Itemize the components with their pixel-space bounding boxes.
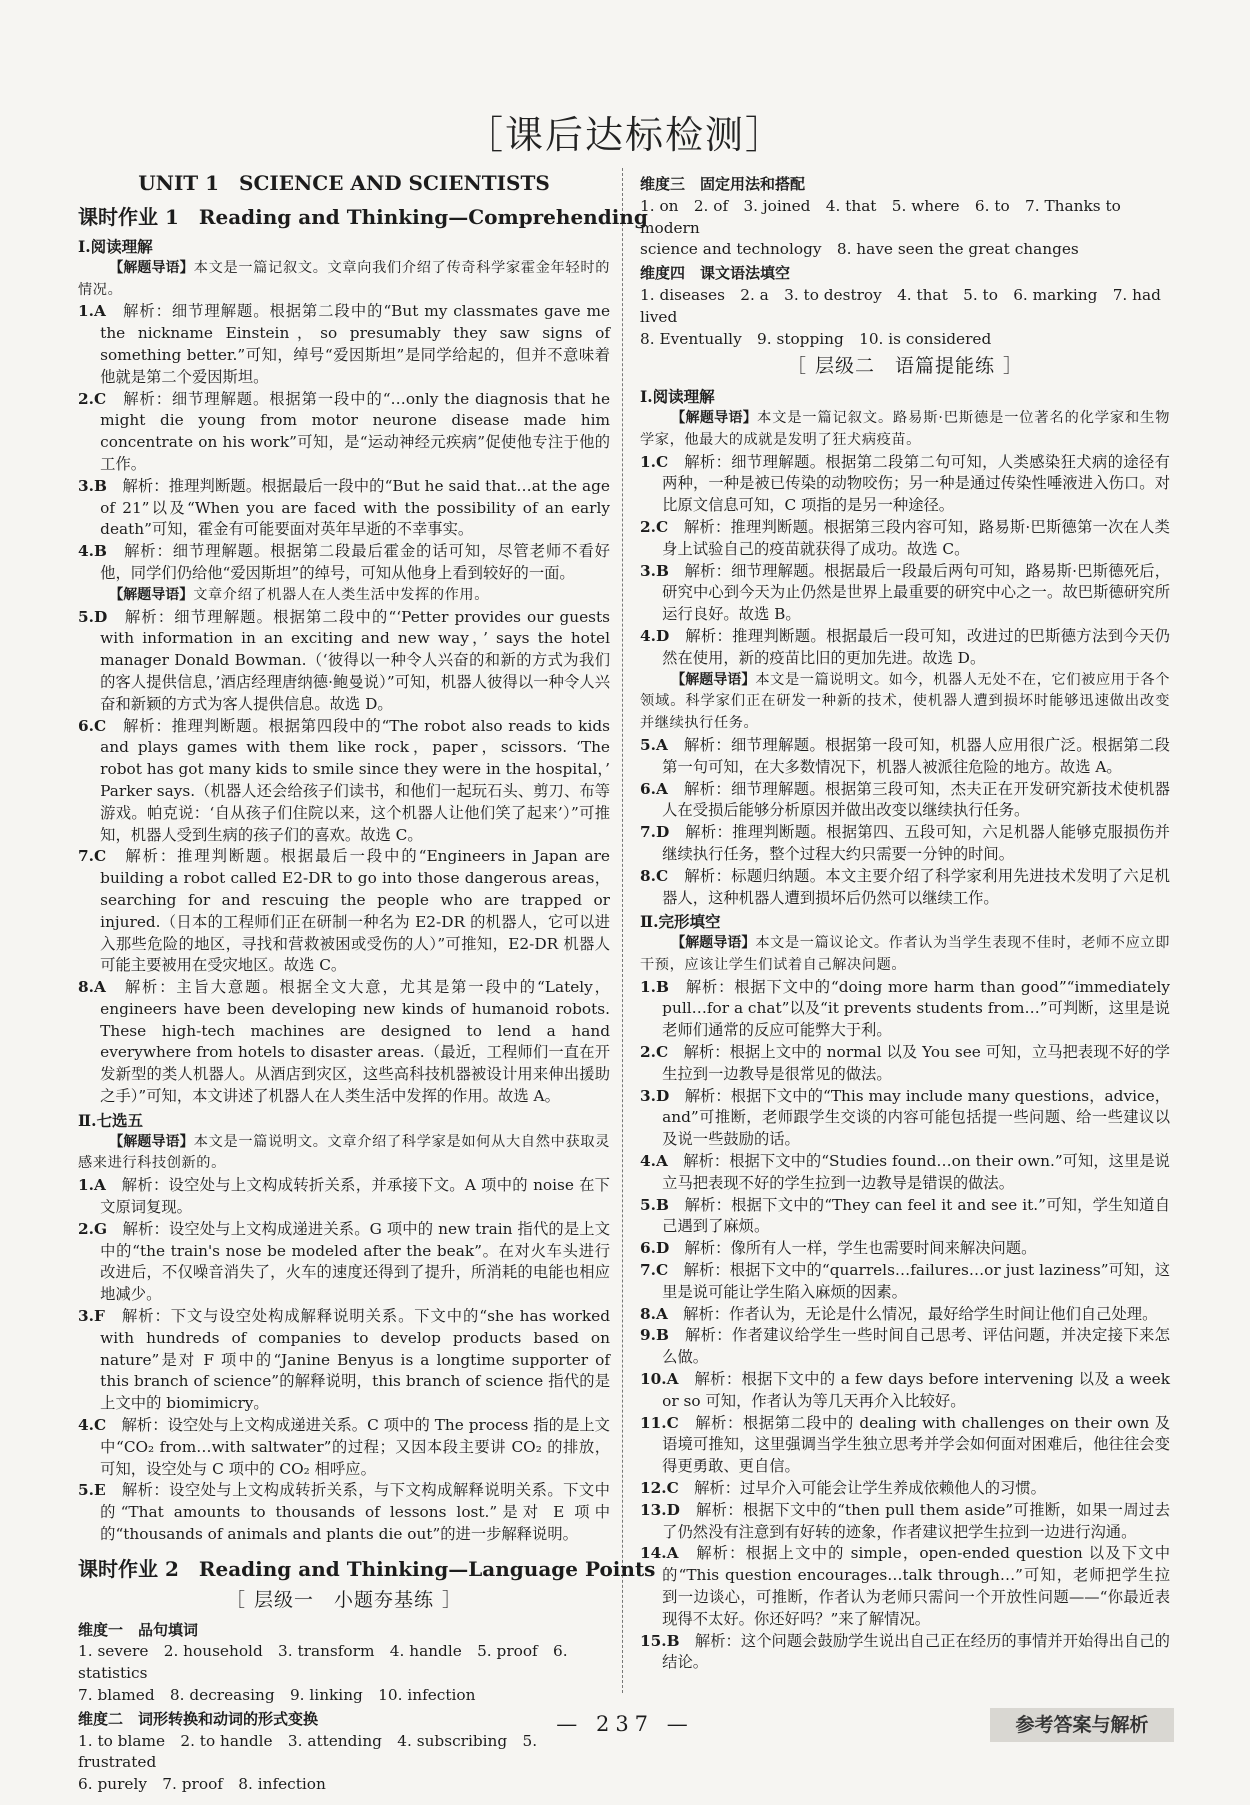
lesson-title-1: 课时作业 1 Reading and Thinking—Comprehending [78,205,648,229]
answer-item: 6.D 解析：像所有人一样，学生也需要时间来解决问题。 [640,1239,1037,1258]
answer-item: 11.C 解析：根据第二段中的 dealing with challenges on their own 及语境可推知，这里强调当学生独立思考并学会如何面对困难后，他往往会变得更勇敢、更自信。 [640,1413,1170,1476]
answer-item: 2.G 解析：设空处与上文构成递进关系。G 项中的 new train 指代的是上文中的“the train's nose be modeled after the beak”。在对火车头进行改进后，不仅噪音消失了，火车的速度还得到了提升，所消耗的电能也相应地减少。 [78,1219,610,1304]
answer-item: 10.A 解析：根据下文中的 a few days before intervening 以及 a week or so 可知，作者认为等几天再介入比较好。 [640,1370,1170,1410]
dimension-1-title: 维度一 品句填词 [78,1620,199,1639]
answer-item: 8.A 解析：主旨大意题。根据全文大意，尤其是第一段中的“Lately，engineers have been developing new kinds of humanoid robots. These high-tech machines are designed to lend a hand everywhere from hotels to disaster areas.（最近，工程师们一直在开发新型的类人机器人。从酒店到灾区，这些高科技机器被设计用来伸出援助之手）”可知，本文讲述了机器人在人类生活中发挥的作用。故选 A。 [78,978,610,1106]
section-reading-2: Ⅰ.阅读理解 [640,387,715,407]
level-heading-2: ［ 层级二 语篇提能练 ］ [786,355,1024,378]
answer-item: 4.D 解析：推理判断题。根据最后一段可知，改进过的巴斯德方法到今天仍然在使用，新的疫苗比旧的更加先进。故选 D。 [640,626,1170,667]
level-heading-1: ［ 层级一 小题夯基练 ］ [225,1588,463,1611]
section-seven-choose-five: Ⅱ.七选五 [78,1110,143,1130]
answer-item: 2.C 解析：根据上文中的 normal 以及 You see 可知，立马把表现不好的学生拉到一边教导是很常见的做法。 [640,1043,1170,1083]
right-column [640,172,1170,1674]
answer-item: 14.A 解析：根据上文中的 simple，open-ended question 以及下文中的“This question encourages…talk through…”可知，老师把学生拉到一边谈心，可推断，作者认为老师只需问一个开放性问题——“你最近表现得不太好。你还好吗？”来了解情况。 [640,1544,1170,1628]
reading-guide-6: 【解题导语】本文是一篇议论文。作者认为当学生表现不佳时，老师不应立即干预，应该让学生们试着自己解决问题。 [640,935,1171,973]
dimension-4-title: 维度四 课文语法填空 [640,264,791,283]
dimension-4-answers-cont: 8. Eventually 9. stopping 10. is considered [640,329,992,348]
reading-guide-1: 【解题导语】本文是一篇记叙文。文章向我们介绍了传奇科学家霍金年轻时的情况。 [78,259,610,298]
reading-guide-4: 【解题导语】本文是一篇记叙文。路易斯·巴斯德是一位著名的化学家和生物学家，他最大的成就是发明了狂犬病疫苗。 [640,409,1171,448]
answer-item: 3.B 解析：推理判断题。根据最后一段中的“But he said that…at the age of 21”以及“When you are faced with the possibility of an early death”可知，霍金有可能要面对英年早逝的不幸事实。 [78,476,610,539]
reading-guide-3: 【解题导语】本文是一篇说明文。文章介绍了科学家是如何从大自然中获取灵感来进行科技创新的。 [78,1133,610,1172]
answer-item: 3.B 解析：细节理解题。根据最后一段最后两句可知，路易斯·巴斯德死后，研究中心到今天为止仍然是世界上最重要的研究中心之一。故巴斯德研究所运行良好。故选 B。 [640,561,1170,624]
answer-item: 5.B 解析：根据下文中的“They can feel it and see it.”可知，学生知道自己遇到了麻烦。 [640,1195,1170,1236]
lesson-title-2: 课时作业 2 Reading and Thinking—Language Points [78,1556,656,1581]
dimension-3-answers-cont: science and technology 8. have seen the great changes [640,240,1079,259]
answer-item: 7.C 解析：根据下文中的“quarrels…failures…or just laziness”可知，这里是说可能让学生陷入麻烦的因素。 [640,1261,1170,1301]
dimension-3-answers: 1. on 2. of 3. joined 4. that 5. where 6. to 7. Thanks to modern [640,196,1121,237]
answer-item: 8.A 解析：作者认为，无论是什么情况，最好给学生时间让他们自己处理。 [640,1304,1158,1323]
answer-item: 1.A 解析：细节理解题。根据第二段中的“But my classmates gave me the nickname Einstein，so presumably they saw signs of something better.”可知，绰号“爱因斯坦”是同学给起的，但并不意味着他就是第二个爱因斯坦。 [78,302,610,386]
answer-item: 1.C 解析：细节理解题。根据第二段第二句可知，人类感染狂犬病的途径有两种，一种是被已传染的动物咬伤；另一种是通过传染性唾液进入伤口。对比原文信息可知，C 项指的是另一种途径。 [640,452,1170,515]
dimension-2-title: 维度二 词形转换和动词的形式变换 [78,1709,319,1728]
answer-item: 1.B 解析：根据下文中的“doing more harm than good”“immediately pull…for a chat”以及“it prevents students from…”可判断，这里是说老师们通常的反应可能弊大于利。 [640,977,1170,1040]
reading-guide-5: 【解题导语】本文是一篇说明文。如今，机器人无处不在，它们被应用于各个领域。科学家们正在研发一种新的技术，使机器人遭到损坏时能够迅速做出改变并继续执行任务。 [640,671,1171,732]
answer-item: 7.D 解析：推理判断题。根据第四、五段可知，六足机器人能够克服损伤并继续执行任务，整个过程大约只需要一分钟的时间。 [640,823,1170,863]
page-number: — 237 — [556,1712,694,1736]
answer-item: 2.C 解析：推理判断题。根据第三段内容可知，路易斯·巴斯德第一次在人类身上试验自己的疫苗就获得了成功。故选 C。 [640,517,1170,558]
answer-item: 4.C 解析：设空处与上文构成递进关系。C 项中的 The process 指的是上文中“CO₂ from…with saltwater”的过程；又因本段主要讲 CO₂ 的排放，可知，设空处与 C 项中的 CO₂ 相呼应。 [78,1416,610,1478]
answer-item: 6.C 解析：推理判断题。根据第四段中的“The robot also reads to kids and plays games with them like rock，paper，scissors. ‘The robot has got many kids to smile since they were in the hospital，’ Parker says.（机器人还会给孩子们读书，和他们一起玩石头、剪刀、布等游戏。帕克说：‘自从孩子们住院以来，这个机器人让他们笑了起来’）”可推知，机器人受到生病的孩子们的喜欢。故选 C。 [78,716,610,844]
answer-item: 4.A 解析：根据下文中的“Studies found…on their own.”可知，这里是说立马把表现不好的学生拉到一边教导是错误的做法。 [640,1152,1170,1192]
answer-item: 6.A 解析：细节理解题。根据第三段可知，杰夫正在开发研究新技术使机器人在受损后能够分析原因并做出改变以继续执行任务。 [640,779,1170,820]
dimension-2-answers: 1. to blame 2. to handle 3. attending 4. subscribing 5. frustrated [78,1731,538,1772]
answer-item: 8.C 解析：标题归纳题。本文主要介绍了科学家利用先进技术发明了六足机器人，这种机器人遭到损坏后仍然可以继续工作。 [640,866,1170,907]
answer-item: 4.B 解析：细节理解题。根据第二段最后霍金的话可知，尽管老师不看好他，同学们仍给他“爱因斯坦”的绰号，可知从他身上看到较好的一面。 [78,542,610,582]
dimension-2-answers-cont: 6. purely 7. proof 8. infection [78,1775,326,1794]
footer-tag: 参考答案与解析 [990,1708,1174,1742]
dimension-1-answers-cont: 7. blamed 8. decreasing 9. linking 10. infection [78,1686,476,1704]
answer-item: 5.D 解析：细节理解题。根据第二段中的“‘Petter provides our guests with information in an exciting and new way，’ says the hotel manager Donald Bowman.（‘彼得以一种令人兴奋的和新的方式为我们的客人提供信息，’酒店经理唐纳德·鲍曼说）”可知，机器人彼得以一种令人兴奋和新颖的方式为客人提供信息。故选 D。 [78,607,610,713]
page-title: ［课后达标检测］ [464,113,785,157]
dimension-1-answers: 1. severe 2. household 3. transform 4. handle 5. proof 6. statistics [78,1642,568,1683]
column-divider [622,168,623,1693]
answer-item: 3.F 解析：下文与设空处构成解释说明关系。下文中的“she has worked with hundreds of companies to develop products based on nature”是对 F 项中的“Janine Benyus is a longtime supporter of this branch of science”的解释说明，this branch of science 指代的是上文中的 biomimicry。 [78,1307,610,1413]
answer-item: 1.A 解析：设空处与上文构成转折关系，并承接下文。A 项中的 noise 在下文原词复现。 [78,1176,610,1217]
dimension-4-answers: 1. diseases 2. a 3. to destroy 4. that 5. to 6. marking 7. had lived [640,285,1161,326]
answer-item: 3.D 解析：根据下文中的“This may include many questions，advice，and”可推断，老师跟学生交谈的内容可能包括提一些问题、给一些建议以及说一些鼓励的话。 [640,1086,1170,1149]
answer-item: 9.B 解析：作者建议给学生一些时间自己思考、评估问题，并决定接下来怎么做。 [640,1326,1170,1367]
answer-item: 2.C 解析：细节理解题。根据第一段中的“…only the diagnosis that he might die young from motor neurone disease made him concentrate on his work”可知，是“运动神经元疾病”促使他专注于他的工作。 [78,389,610,473]
dimension-3-title: 维度三 固定用法和搭配 [640,175,806,193]
answer-item: 13.D 解析：根据下文中的“then pull them aside”可推断，如果一周过去了仍然没有注意到有好转的迹象，作者建议把学生拉到一边进行沟通。 [640,1500,1170,1541]
answer-item: 12.C 解析：过早介入可能会让学生养成依赖他人的习惯。 [640,1479,1046,1498]
unit-title: UNIT 1 SCIENCE AND SCIENTISTS [138,171,550,195]
reading-guide-2: 【解题导语】文章介绍了机器人在人类生活中发挥的作用。 [109,586,489,603]
section-reading: Ⅰ.阅读理解 [78,237,153,256]
answer-item: 5.A 解析：细节理解题。根据第一段可知，机器人应用很广泛。根据第二段第一句可知，在大多数情况下，机器人被派往危险的地方。故选 A。 [640,735,1170,776]
answer-item: 7.C 解析：推理判断题。根据最后一段中的“Engineers in Japan are building a robot called E2-DR to go into those dangerous areas，searching for and rescuing the people who are trapped or injured.（日本的工程师们正在研制一种名为 E2-DR 的机器人，它可以进入那些危险的地区，寻找和营救被困或受伤的人）”可推知，E2-DR 机器人可能主要被用在受灾地区。故选 C。 [78,847,610,975]
answer-item: 15.B 解析：这个问题会鼓励学生说出自己正在经历的事情并开始得出自己的结论。 [640,1631,1170,1672]
answer-item: 5.E 解析：设空处与上文构成转折关系，与下文构成解释说明关系。下文中的“That amounts to thousands of lessons lost.”是对 E 项中的“thousands of animals and plants die out”的进一步解释说明。 [78,1481,610,1544]
section-cloze: Ⅱ.完形填空 [640,912,721,932]
